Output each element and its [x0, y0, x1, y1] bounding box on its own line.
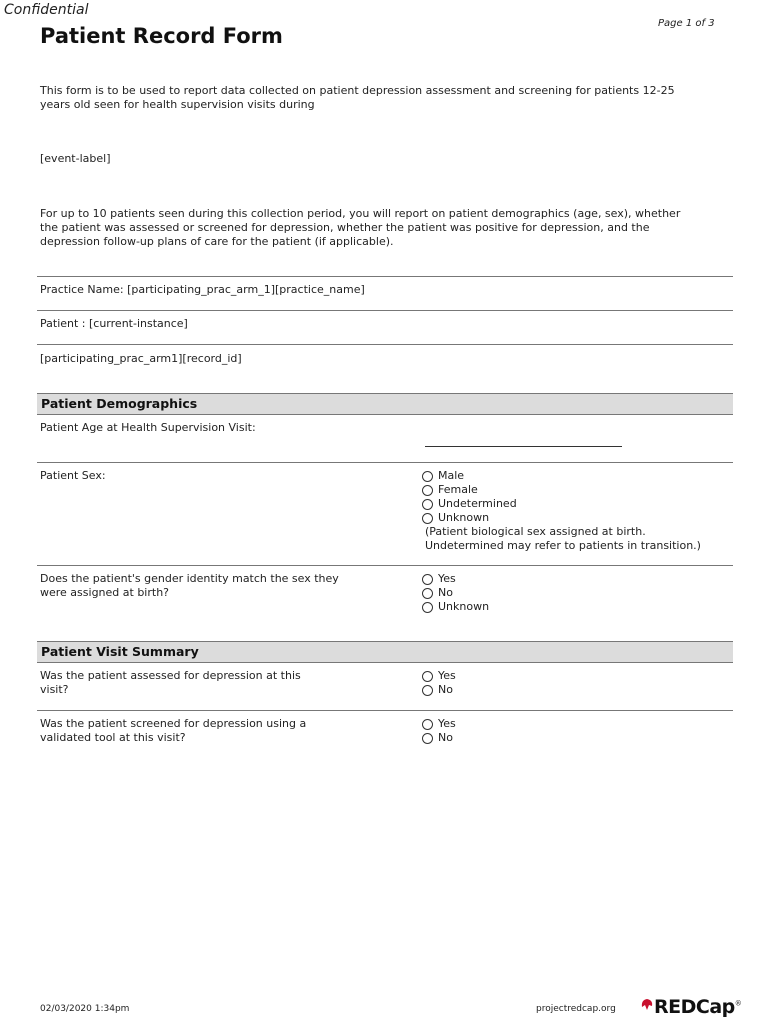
footer-timestamp: 02/03/2020 1:34pm	[40, 1004, 130, 1014]
section-heading: Patient Demographics	[41, 396, 198, 411]
section-demographics	[37, 393, 733, 415]
radio-button[interactable]	[422, 499, 433, 510]
divider	[37, 710, 733, 711]
sex-note: (Patient biological sex assigned at birth.	[425, 525, 646, 538]
radio-option-no[interactable]: No	[422, 731, 456, 745]
event-label: [event-label]	[40, 152, 111, 165]
radio-option-unknown[interactable]: Unknown	[422, 511, 701, 525]
age-question: Patient Age at Health Supervision Visit:	[40, 421, 256, 434]
instructions-line: the patient was assessed or screened for depression, whether the patient was positive for depression, and the	[40, 221, 650, 234]
page-number: Page 1 of 3	[658, 18, 715, 29]
screened-question: Was the patient screened for depression using a validated tool at this visit?	[40, 717, 307, 744]
confidential-label: Confidential	[4, 2, 89, 18]
assessed-options	[422, 669, 456, 697]
instructions-paragraph	[40, 207, 730, 249]
radio-option-unknown[interactable]: Unknown	[422, 600, 489, 614]
intro-line: This form is to be used to report data collected on patient depression assessment and screening for patients 12-25	[40, 84, 675, 97]
assessed-question: Was the patient assessed for depression at this visit?	[40, 669, 301, 696]
gender-question: Does the patient's gender identity match the sex they were assigned at birth?	[40, 572, 339, 599]
radio-button[interactable]	[422, 719, 433, 730]
radio-option-female[interactable]: Female	[422, 483, 701, 497]
radio-button[interactable]	[422, 574, 433, 585]
radio-button[interactable]	[422, 733, 433, 744]
instructions-line: For up to 10 patients seen during this collection period, you will report on patient demographics (age, sex), whether	[40, 207, 681, 220]
practice-name: Practice Name: [participating_prac_arm_1][practice_name]	[40, 283, 365, 296]
redcap-logo: REDCap®	[640, 996, 741, 1018]
divider	[37, 276, 733, 277]
intro-line: years old seen for health supervision visits during	[40, 98, 315, 111]
instructions-line: depression follow-up plans of care for the patient (if applicable).	[40, 235, 394, 248]
radio-button[interactable]	[422, 602, 433, 613]
sex-options	[422, 469, 701, 553]
screened-options	[422, 717, 456, 745]
sex-note: Undetermined may refer to patients in transition.)	[425, 539, 701, 552]
record-id: [participating_prac_arm1][record_id]	[40, 352, 242, 365]
radio-button[interactable]	[422, 471, 433, 482]
radio-option-no[interactable]: No	[422, 586, 489, 600]
divider	[37, 344, 733, 345]
intro-paragraph	[40, 84, 730, 112]
divider	[37, 310, 733, 311]
section-heading: Patient Visit Summary	[41, 644, 199, 659]
radio-option-yes[interactable]: Yes	[422, 669, 456, 683]
divider	[37, 565, 733, 566]
redcap-mark-icon	[640, 994, 654, 1016]
page-title: Patient Record Form	[40, 24, 283, 48]
radio-option-no[interactable]: No	[422, 683, 456, 697]
radio-button[interactable]	[422, 685, 433, 696]
radio-option-undetermined[interactable]: Undetermined	[422, 497, 701, 511]
radio-button[interactable]	[422, 513, 433, 524]
radio-button[interactable]	[422, 485, 433, 496]
divider	[37, 462, 733, 463]
age-input-line[interactable]	[425, 446, 622, 447]
patient-instance: Patient : [current-instance]	[40, 317, 188, 330]
radio-option-yes[interactable]: Yes	[422, 717, 456, 731]
gender-options	[422, 572, 489, 614]
sex-question: Patient Sex:	[40, 469, 106, 482]
radio-option-yes[interactable]: Yes	[422, 572, 489, 586]
radio-option-male[interactable]: Male	[422, 469, 701, 483]
footer-url: projectredcap.org	[536, 1004, 616, 1014]
radio-button[interactable]	[422, 671, 433, 682]
radio-button[interactable]	[422, 588, 433, 599]
section-visit-summary	[37, 641, 733, 663]
